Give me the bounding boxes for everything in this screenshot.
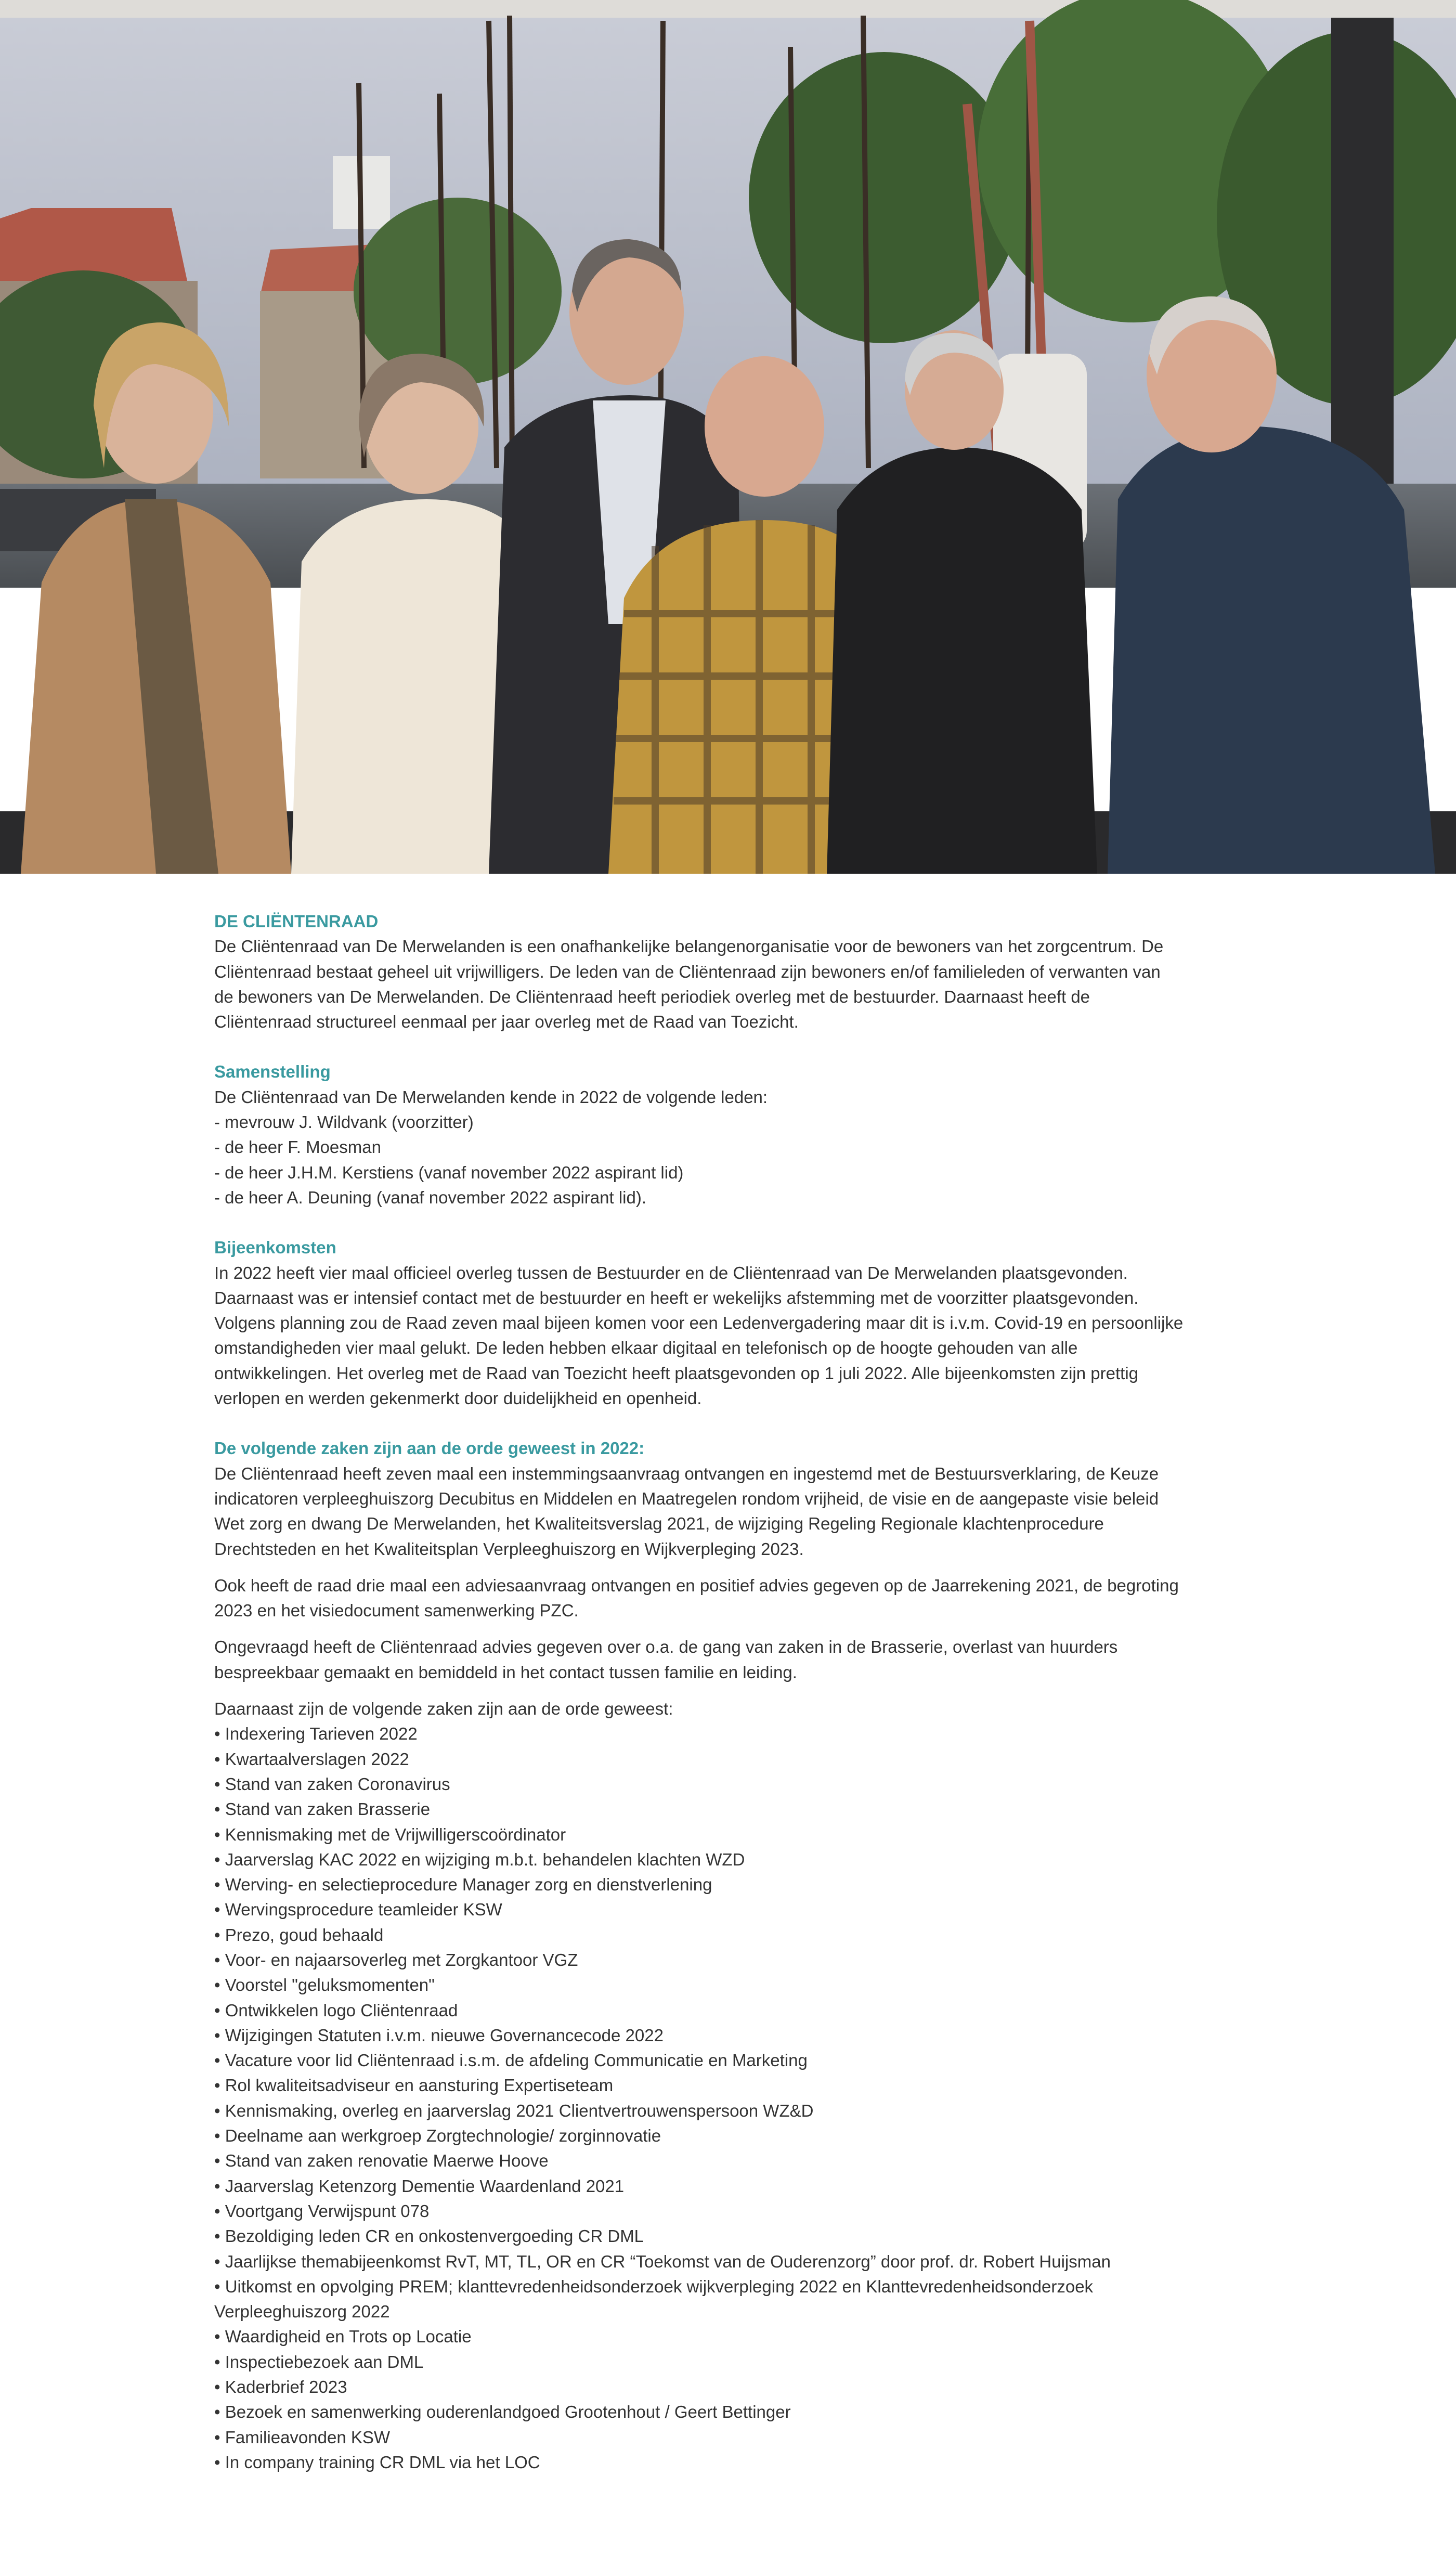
list-item: • In company training CR DML via het LOC xyxy=(214,2452,540,2472)
text-line: De Cliëntenraad van De Merwelanden is een onafhankelijke belangenorganisatie voor de bewoners van het zorgcentrum. De xyxy=(214,937,1164,956)
text-line: Ook heeft de raad drie maal een adviesaanvraag ontvangen en positief advies gegeven op de Jaarrekening 2021, de begroting xyxy=(214,1575,1179,1595)
section-clientenraad xyxy=(214,909,1233,1034)
article-content xyxy=(214,909,1233,2475)
section-zaken-list xyxy=(214,1696,1233,2475)
list-item: • Familieavonden KSW xyxy=(214,2427,391,2447)
text-line: Ongevraagd heeft de Cliëntenraad advies gegeven over o.a. de gang van zaken in de Brasserie, overlast van huurders xyxy=(214,1637,1118,1657)
list-item: • Stand van zaken Coronavirus xyxy=(214,1774,450,1794)
list-item: • Rol kwaliteitsadviseur en aansturing Expertiseteam xyxy=(214,2076,614,2095)
section-heading-clientenraad: DE CLIËNTENRAAD xyxy=(214,912,379,931)
list-item: • Jaarverslag Ketenzorg Dementie Waardenland 2021 xyxy=(214,2176,625,2196)
list-item: • Kaderbrief 2023 xyxy=(214,2377,347,2397)
list-item: • Stand van zaken Brasserie xyxy=(214,1799,431,1819)
list-item: • Prezo, goud behaald xyxy=(214,1925,384,1945)
list-item: • Wervingsprocedure teamleider KSW xyxy=(214,1900,502,1920)
ceiling-strip xyxy=(0,0,1456,18)
text-line: verlopen en werden gekenmerkt door duidelijkheid en openheid. xyxy=(214,1389,702,1408)
list-item: • Indexering Tarieven 2022 xyxy=(214,1724,418,1744)
text-line: Wet zorg en dwang De Merwelanden, het Kwaliteitsverslag 2021, de wijziging Regeling Regionale klachtenprocedure xyxy=(214,1514,1104,1534)
member-item: - de heer J.H.M. Kerstiens (vanaf november 2022 aspirant lid) xyxy=(214,1162,684,1182)
member-item: - de heer A. Deuning (vanaf november 2022 aspirant lid). xyxy=(214,1187,646,1207)
list-item: • Kwartaalverslagen 2022 xyxy=(214,1749,409,1769)
list-item: • Stand van zaken renovatie Maerwe Hoove xyxy=(214,2151,549,2171)
text-line: bespreekbaar gemaakt en bemiddeld in het contact tussen familie en leiding. xyxy=(214,1662,797,1682)
list-item: • Bezoek en samenwerking ouderenlandgoed Grootenhout / Geert Bettinger xyxy=(214,2402,791,2422)
section-zaken-p1 xyxy=(214,1436,1233,1561)
list-item: • Voortgang Verwijspunt 078 xyxy=(214,2201,430,2221)
text-line: De Cliëntenraad heeft zeven maal een instemmingsaanvraag ontvangen en ingestemd met de Bestuursverklaring, de Keuze xyxy=(214,1463,1159,1483)
section-bijeenkomsten xyxy=(214,1235,1233,1411)
list-item: • Inspectiebezoek aan DML xyxy=(214,2352,424,2371)
list-item: • Voor- en najaarsoverleg met Zorgkantoor VGZ xyxy=(214,1950,578,1969)
group-photo xyxy=(0,0,1456,874)
section-heading-zaken: De volgende zaken zijn aan de orde geweest in 2022: xyxy=(214,1438,645,1458)
list-item: • Uitkomst en opvolging PREM; klanttevredenheidsonderzoek wijkverpleging 2022 en Klanttevredenheidsonderzoek xyxy=(214,2276,1094,2296)
text-line: Cliëntenraad structureel eenmaal per jaar overleg met de Raad van Toezicht. xyxy=(214,1012,799,1032)
list-item: • Waardigheid en Trots op Locatie xyxy=(214,2327,472,2347)
list-item: • Kennismaking, overleg en jaarverslag 2021 Clientvertrouwenspersoon WZ&D xyxy=(214,2101,814,2120)
tree-centre xyxy=(354,198,562,385)
text-line: 2023 en het visiedocument samenwerking PZC. xyxy=(214,1601,579,1621)
text-line: Cliëntenraad bestaat geheel uit vrijwilligers. De leden van de Cliëntenraad zijn bewoners en/of familieleden of verwanten van xyxy=(214,962,1161,981)
text-line: In 2022 heeft vier maal officieel overleg tussen de Bestuurder en de Cliëntenraad van De Merwelanden plaatsgevonden. xyxy=(214,1263,1128,1282)
section-samenstelling xyxy=(214,1059,1233,1210)
member-item: - mevrouw J. Wildvank (voorzitter) xyxy=(214,1112,474,1132)
text-line: indicatoren verpleeghuiszorg Decubitus en Middelen en Maatregelen rondom vrijheid, de visie en de aangepaste visie beleid xyxy=(214,1488,1159,1508)
text-line: Daarnaast was er intensief contact met de bestuurder en heeft er wekelijks afstemming met de voorzitter plaatsgevonden. xyxy=(214,1288,1139,1307)
list-item: • Kennismaking met de Vrijwilligerscoördinator xyxy=(214,1824,566,1844)
list-item: • Vacature voor lid Cliëntenraad i.s.m. de afdeling Communicatie en Marketing xyxy=(214,2051,808,2070)
text-line: ontwikkelingen. Het overleg met de Raad van Toezicht heeft plaatsgevonden op 1 juli 2022. Alle bijeenkomsten zijn prettig xyxy=(214,1363,1139,1383)
list-item: • Deelname aan werkgroep Zorgtechnologie/ zorginnovatie xyxy=(214,2126,661,2146)
pillar xyxy=(1331,18,1394,486)
text-line: Drechtsteden en het Kwaliteitsplan Verpleeghuiszorg en Wijkverpleging 2023. xyxy=(214,1539,804,1559)
list-item: Verpleeghuiszorg 2022 xyxy=(214,2302,390,2322)
list-intro: Daarnaast zijn de volgende zaken zijn aan de orde geweest: xyxy=(214,1699,673,1719)
section-heading-samenstelling: Samenstelling xyxy=(214,1062,331,1082)
section-heading-bijeenkomsten: Bijeenkomsten xyxy=(214,1238,336,1258)
text-line: omstandigheden vier maal gelukt. De leden hebben elkaar digitaal en telefonisch op de hoogte gehouden van alle xyxy=(214,1338,1078,1358)
section-zaken-p2 xyxy=(214,1573,1233,1624)
text-line: de bewoners van De Merwelanden. De Cliëntenraad heeft periodiek overleg met de bestuurder. Daarnaast heeft de xyxy=(214,987,1090,1006)
list-item: • Jaarlijkse themabijeenkomst RvT, MT, TL, OR en CR “Toekomst van de Ouderenzorg” door prof. dr. Robert Huijsman xyxy=(214,2251,1111,2271)
list-item: • Voorstel "geluksmomenten" xyxy=(214,1975,435,1995)
text-line: De Cliëntenraad van De Merwelanden kende in 2022 de volgende leden: xyxy=(214,1087,768,1107)
list-item: • Wijzigingen Statuten i.v.m. nieuwe Governancecode 2022 xyxy=(214,2025,664,2045)
list-item: • Bezoldiging leden CR en onkostenvergoeding CR DML xyxy=(214,2226,644,2246)
group-photo-illustration xyxy=(0,0,1456,874)
list-item: • Jaarverslag KAC 2022 en wijziging m.b.t. behandelen klachten WZD xyxy=(214,1849,745,1869)
list-item: • Ontwikkelen logo Cliëntenraad xyxy=(214,2000,458,2020)
section-zaken-p3 xyxy=(214,1635,1233,1685)
text-line: Volgens planning zou de Raad zeven maal bijeen komen voor een Ledenvergadering maar dit is i.v.m. Covid-19 en persoonlijke xyxy=(214,1313,1184,1333)
list-item: • Werving- en selectieprocedure Manager zorg en dienstverlening xyxy=(214,1875,712,1895)
member-item: - de heer F. Moesman xyxy=(214,1137,381,1157)
